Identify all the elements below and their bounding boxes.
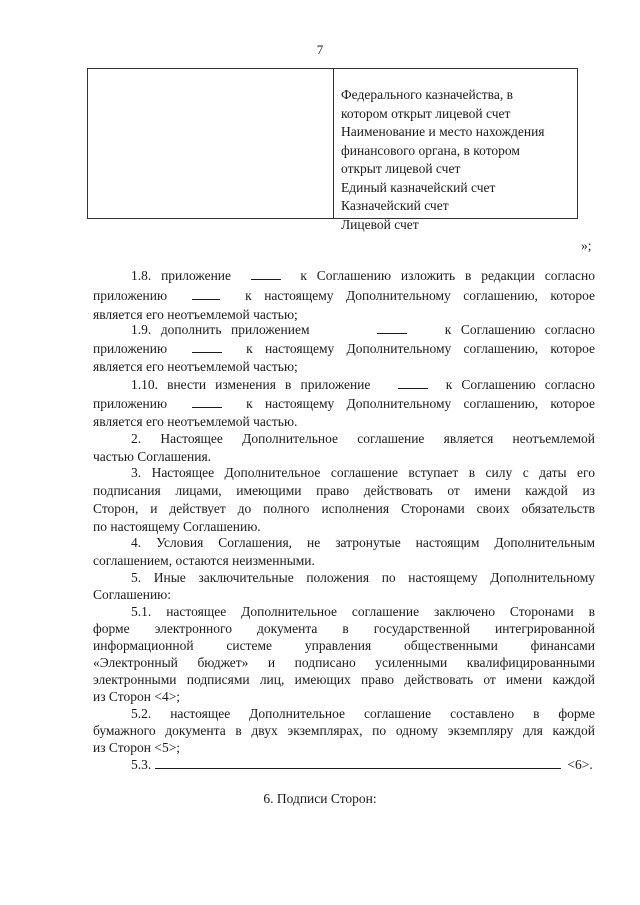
- blank-field: [192, 340, 222, 353]
- table-line: Казначейский счет: [341, 198, 449, 213]
- paragraph-1-9-line-1: 1.9. дополнить приложением к Соглашению согласно: [131, 322, 596, 337]
- paragraph-1-10-line-3: является его неотъемлемой частью.: [93, 414, 298, 429]
- paragraph-5-line-1: 5. Иные заключительные положения по настоящему Дополнительному: [131, 570, 595, 585]
- paragraph-1-9-line-2: приложению к настоящему Дополнительному соглашению, которое: [93, 341, 596, 356]
- paragraph-1-10-line-2: приложению к настоящему Дополнительному соглашению, которое: [93, 396, 596, 411]
- blank-field: [192, 287, 220, 300]
- paragraph-5-1-line-4: «Электронный бюджет» и подписано усиленными квалифицированными: [93, 655, 595, 670]
- details-table: [87, 68, 578, 232]
- table-line: Наименование и место нахождения: [341, 124, 545, 139]
- paragraph-3-line-1: 3. Настоящее Дополнительное соглашение вступает в силу с даты его: [131, 465, 595, 480]
- table-line: котором открыт лицевой счет: [341, 105, 511, 121]
- blank-field: [398, 376, 428, 389]
- paragraph-5-1-line-5: электронными подписями лиц, имеющих право действовать от имени каждой: [93, 672, 595, 687]
- paragraph-5-line-2: Соглашению:: [93, 587, 172, 602]
- signatures-heading: 6. Подписи Сторон:: [263, 791, 377, 806]
- closing-quote: »;: [581, 238, 592, 253]
- paragraph-2-line-1: 2. Настоящее Дополнительное соглашение является неотъемлемой: [131, 431, 595, 446]
- paragraph-1-8-line-1: 1.8. приложение к Соглашению изложить в редакции согласно: [131, 268, 596, 283]
- paragraph-2-line-2: частью Соглашения.: [93, 449, 212, 464]
- table-line: Федерального казначейства, в: [341, 87, 513, 102]
- paragraph-5-2-line-3: из Сторон <5>;: [93, 740, 181, 755]
- table-column-divider: [333, 69, 334, 218]
- paragraph-5-3-line: 5.3. <6>.: [131, 757, 593, 772]
- blank-field: [192, 395, 222, 408]
- paragraph-5-1-line-2: форме электронного документа в государственной интегрированной: [93, 621, 595, 636]
- page-number: 7: [316, 42, 324, 57]
- blank-field: [251, 267, 281, 280]
- paragraph-1-8-line-3: является его неотъемлемой частью;: [93, 307, 298, 322]
- paragraph-4-line-2: соглашением, остаются неизменными.: [93, 553, 315, 568]
- table-line: Единый казначейский счет: [341, 179, 496, 195]
- paragraph-4-line-1: 4. Условия Соглашения, не затронутые настоящим Дополнительным: [131, 535, 595, 550]
- table-line: Лицевой счет: [341, 216, 419, 232]
- paragraph-5-1-line-6: из Сторон <4>;: [93, 689, 181, 704]
- blank-field: [377, 321, 407, 334]
- paragraph-1-10-line-1: 1.10. внести изменения в приложение к Соглашению согласно: [131, 377, 596, 392]
- paragraph-5-2-line-1: 5.2. настоящее Дополнительное соглашение составлено в форме: [131, 706, 595, 721]
- paragraph-1-8-line-2: приложению к настоящему Дополнительному соглашению, которое: [93, 288, 596, 303]
- paragraph-5-1-line-3: информационной системе управления общественными финансами: [93, 638, 595, 653]
- table-right-cell: [341, 86, 573, 234]
- paragraph-3-line-4: по настоящему Соглашению.: [93, 519, 261, 534]
- paragraph-3-line-2: подписания лицами, имеющими право действовать от имени каждой из: [93, 483, 595, 498]
- paragraph-5-1-line-1: 5.1. настоящее Дополнительное соглашение заключено Сторонами в: [131, 604, 595, 619]
- paragraph-5-2-line-2: бумажного документа в двух экземплярах, по одному экземпляру для каждой: [93, 723, 595, 738]
- table-line: открыт лицевой счет: [341, 161, 461, 176]
- paragraph-3-line-3: Сторон, и действует до полного исполнения Сторонами своих обязательств: [93, 501, 595, 516]
- table-line: финансового органа, в котором: [341, 142, 520, 158]
- paragraph-1-9-line-3: является его неотъемлемой частью;: [93, 359, 298, 374]
- blank-field: [155, 756, 561, 769]
